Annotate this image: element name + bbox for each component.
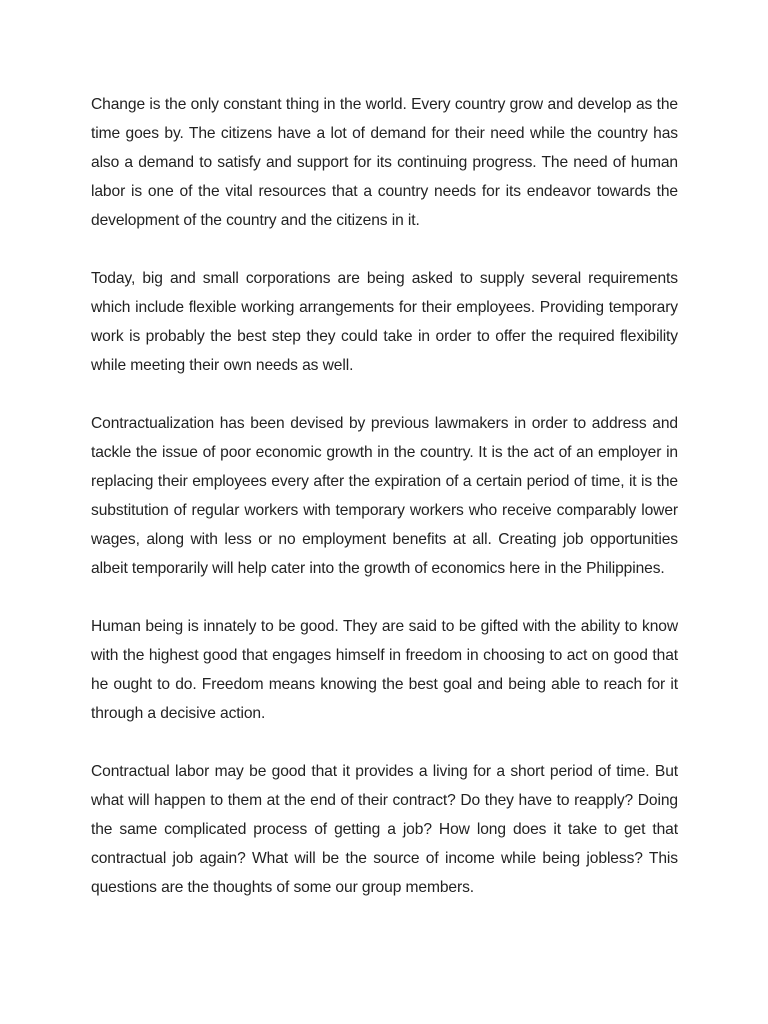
paragraph-4: Human being is innately to be good. They are said to be gifted with the ability to know with the highest good that engages himself in freedom in choosing to act on good that he ought to do. Freedom means knowing the best goal and being able to reach for it through a decisive action. xyxy=(91,618,678,722)
paragraph-5: Contractual labor may be good that it provides a living for a short period of time. But what will happen to them at the end of their contract? Do they have to reapply? Doing the same complicated process of getting a job? How long does it take to get that contractual job again? What will be the source of income while being jobless? This questions are the thoughts of some our group members. xyxy=(91,763,678,896)
paragraph-3: Contractualization has been devised by previous lawmakers in order to address and tackle the issue of poor economic growth in the country. It is the act of an employer in replacing their employees every after the expiration of a certain period of time, it is the substitution of regular workers with temporary workers who receive comparably lower wages, along with less or no employment benefits at all. Creating job opportunities albeit temporarily will help cater into the growth of economics here in the Philippines. xyxy=(91,415,678,577)
document-body xyxy=(91,90,678,902)
paragraph-2: Today, big and small corporations are being asked to supply several requirements which include flexible working arrangements for their employees. Providing temporary work is probably the best step they could take in order to offer the required flexibility while meeting their own needs as well. xyxy=(91,270,678,374)
paragraph-1: Change is the only constant thing in the world. Every country grow and develop as the time goes by. The citizens have a lot of demand for their need while the country has also a demand to satisfy and support for its continuing progress. The need of human labor is one of the vital resources that a country needs for its endeavor towards the development of the country and the citizens in it. xyxy=(91,96,678,229)
